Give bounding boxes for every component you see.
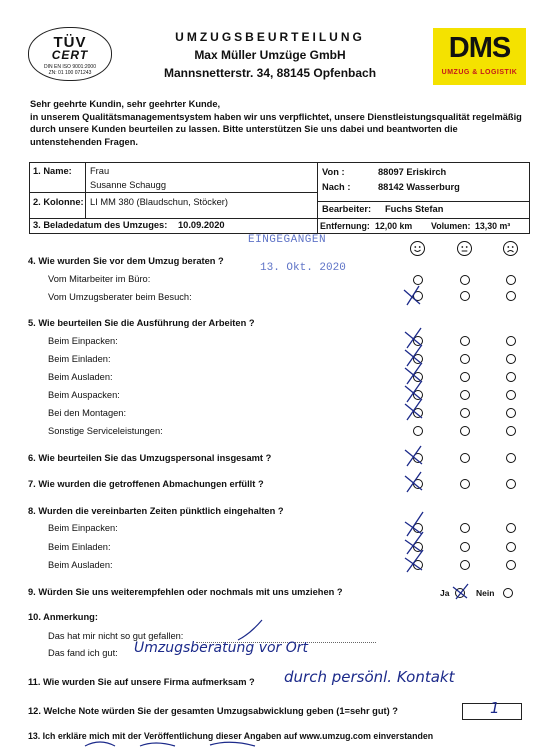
- q12-answer: 1: [490, 699, 500, 717]
- question-9: 9. Würden Sie uns weiterempfehlen oder nochmals mit uns umziehen ?: [28, 587, 343, 597]
- q5-montagen-label: Bei den Montagen:: [48, 408, 127, 418]
- q5-einladen-bad-radio[interactable]: [506, 354, 516, 364]
- question-11: 11. Wie wurden Sie auf unsere Firma aufmerksam ?: [28, 677, 255, 687]
- handwritten-checkmarks: [395, 270, 435, 590]
- q4-visit-neutral-radio[interactable]: [460, 291, 470, 301]
- nach-value: 88142 Wasserburg: [378, 182, 460, 192]
- tuv-cert-logo: [28, 27, 112, 81]
- q5-service-neutral-radio[interactable]: [460, 426, 470, 436]
- name-salutation: Frau: [90, 166, 110, 176]
- q5-ausladen-label: Beim Ausladen:: [48, 372, 113, 382]
- q5-service-bad-radio[interactable]: [506, 426, 516, 436]
- q5-montagen-bad-radio[interactable]: [506, 408, 516, 418]
- form-title: UMZUGSBEURTEILUNG: [175, 30, 365, 44]
- intro-text: [30, 98, 528, 148]
- q4-visit-label: Vom Umzugsberater beim Besuch:: [48, 292, 192, 302]
- intro-body: in unserem Qualitätsmanagementsystem haben wir uns verpflichtet, unsere Dienstleistungsqualität regelmäßig durch unsere Kunden beurteilen zu lassen. Bitte unterstützen Sie uns dabei und beantworten die untenstehenden Fragen.: [30, 111, 522, 147]
- nach-label: Nach :: [322, 182, 351, 192]
- question-12: 12. Welche Note würden Sie der gesamten Umzugsabwicklung geben (1=sehr gut) ?: [28, 706, 398, 716]
- dms-logo-subtitle: UMZUG & LOGISTIK: [441, 69, 518, 76]
- q6-bad-radio[interactable]: [506, 453, 516, 463]
- von-label: Von :: [322, 167, 345, 177]
- q4-visit-bad-radio[interactable]: [506, 291, 516, 301]
- question-6: 6. Wie beurteilen Sie das Umzugspersonal insgesamt ?: [28, 453, 272, 463]
- q5-service-label: Sonstige Serviceleistungen:: [48, 426, 163, 436]
- q10-like-answer[interactable]: Umzugsberatung vor Ort: [134, 640, 309, 656]
- q5-einpacken-label: Beim Einpacken:: [48, 336, 118, 346]
- q4-office-label: Vom Mitarbeiter im Büro:: [48, 274, 151, 284]
- greeting: Sehr geehrte Kundin, sehr geehrter Kunde,: [30, 99, 221, 109]
- question-5: 5. Wie beurteilen Sie die Ausführung der Arbeiten ?: [28, 318, 255, 328]
- company-address: Mannsnetterstr. 34, 88145 Opfenbach: [163, 66, 377, 80]
- q10-like-label: Das fand ich gut:: [48, 648, 118, 658]
- q5-montagen-neutral-radio[interactable]: [460, 408, 470, 418]
- kolonne-value: LI MM 380 (Blaudschun, Stöcker): [90, 197, 228, 207]
- q8-einpacken-bad-radio[interactable]: [506, 523, 516, 533]
- kolonne-label: 2. Kolonne:: [33, 197, 84, 207]
- received-stamp-label: EINGEGANGEN: [248, 234, 327, 246]
- question-4: 4. Wie wurden Sie vor dem Umzug beraten ?: [28, 256, 224, 266]
- q8-einladen-neutral-radio[interactable]: [460, 542, 470, 552]
- name-value: Susanne Schaugg: [90, 180, 166, 190]
- q8-ausladen-label: Beim Ausladen:: [48, 560, 113, 570]
- sad-face-icon: [503, 241, 518, 256]
- q7-neutral-radio[interactable]: [460, 479, 470, 489]
- q13-signature-strokes: [80, 738, 280, 747]
- q7-bad-radio[interactable]: [506, 479, 516, 489]
- entfernung-label: Entfernung:: [320, 221, 370, 231]
- q9-nein-radio[interactable]: [503, 588, 513, 598]
- neutral-face-icon: [457, 241, 472, 256]
- von-value: 88097 Eriskirch: [378, 167, 447, 177]
- q8-einladen-label: Beim Einladen:: [48, 542, 111, 552]
- q9-ja-label: Ja: [440, 588, 450, 598]
- q4-office-neutral-radio[interactable]: [460, 275, 470, 285]
- tuv-zn-text: ZN: 01 100 071243: [48, 70, 92, 76]
- q5-einpacken-bad-radio[interactable]: [506, 336, 516, 346]
- q5-einladen-neutral-radio[interactable]: [460, 354, 470, 364]
- q5-auspacken-label: Beim Auspacken:: [48, 390, 120, 400]
- q8-einpacken-neutral-radio[interactable]: [460, 523, 470, 533]
- tuv-iso-text: DIN EN ISO 9001:2000: [44, 64, 96, 70]
- question-7: 7. Wie wurden die getroffenen Abmachungen erfüllt ?: [28, 479, 264, 489]
- q11-answer[interactable]: durch persönl. Kontakt: [284, 668, 455, 686]
- volumen-value: 13,30 m³: [475, 221, 511, 231]
- q4-office-bad-radio[interactable]: [506, 275, 516, 285]
- question-10: 10. Anmerkung:: [28, 612, 98, 622]
- bearbeiter-label: Bearbeiter:: [322, 204, 372, 214]
- date-value: 10.09.2020: [178, 220, 225, 230]
- date-label: 3. Beladedatum des Umzuges:: [33, 220, 168, 230]
- name-label: 1. Name:: [33, 166, 72, 176]
- q5-auspacken-bad-radio[interactable]: [506, 390, 516, 400]
- question-13: 13. Ich erkläre mich mit der Veröffentlichung dieser Angaben auf www.umzug.com einverstanden: [28, 731, 434, 741]
- happy-face-icon: [410, 241, 425, 256]
- received-stamp-date: 13. Okt. 2020: [260, 262, 346, 274]
- q5-ausladen-neutral-radio[interactable]: [460, 372, 470, 382]
- volumen-label: Volumen:: [431, 221, 471, 231]
- q5-einladen-label: Beim Einladen:: [48, 354, 111, 364]
- q9-nein-label: Nein: [476, 588, 495, 598]
- dms-logo-text: DMS: [448, 32, 511, 64]
- q8-einladen-bad-radio[interactable]: [506, 542, 516, 552]
- q5-einpacken-neutral-radio[interactable]: [460, 336, 470, 346]
- q5-ausladen-bad-radio[interactable]: [506, 372, 516, 382]
- q5-auspacken-neutral-radio[interactable]: [460, 390, 470, 400]
- dms-logo: [433, 28, 526, 85]
- entfernung-value: 12,00 km: [375, 221, 413, 231]
- question-8: 8. Wurden die vereinbarten Zeiten pünktlich eingehalten ?: [28, 506, 284, 516]
- q9-ja-checkmark: [450, 582, 472, 602]
- q8-ausladen-neutral-radio[interactable]: [460, 560, 470, 570]
- q10-dislike-label: Das hat mir nicht so gut gefallen:: [48, 631, 184, 641]
- q8-ausladen-bad-radio[interactable]: [506, 560, 516, 570]
- tuv-cert-text: CERT: [51, 48, 89, 62]
- bearbeiter-value: Fuchs Stefan: [385, 204, 444, 214]
- company-name: Max Müller Umzüge GmbH: [194, 48, 346, 62]
- q6-neutral-radio[interactable]: [460, 453, 470, 463]
- q8-einpacken-label: Beim Einpacken:: [48, 523, 118, 533]
- tuv-logo-text: TÜV: [53, 34, 87, 51]
